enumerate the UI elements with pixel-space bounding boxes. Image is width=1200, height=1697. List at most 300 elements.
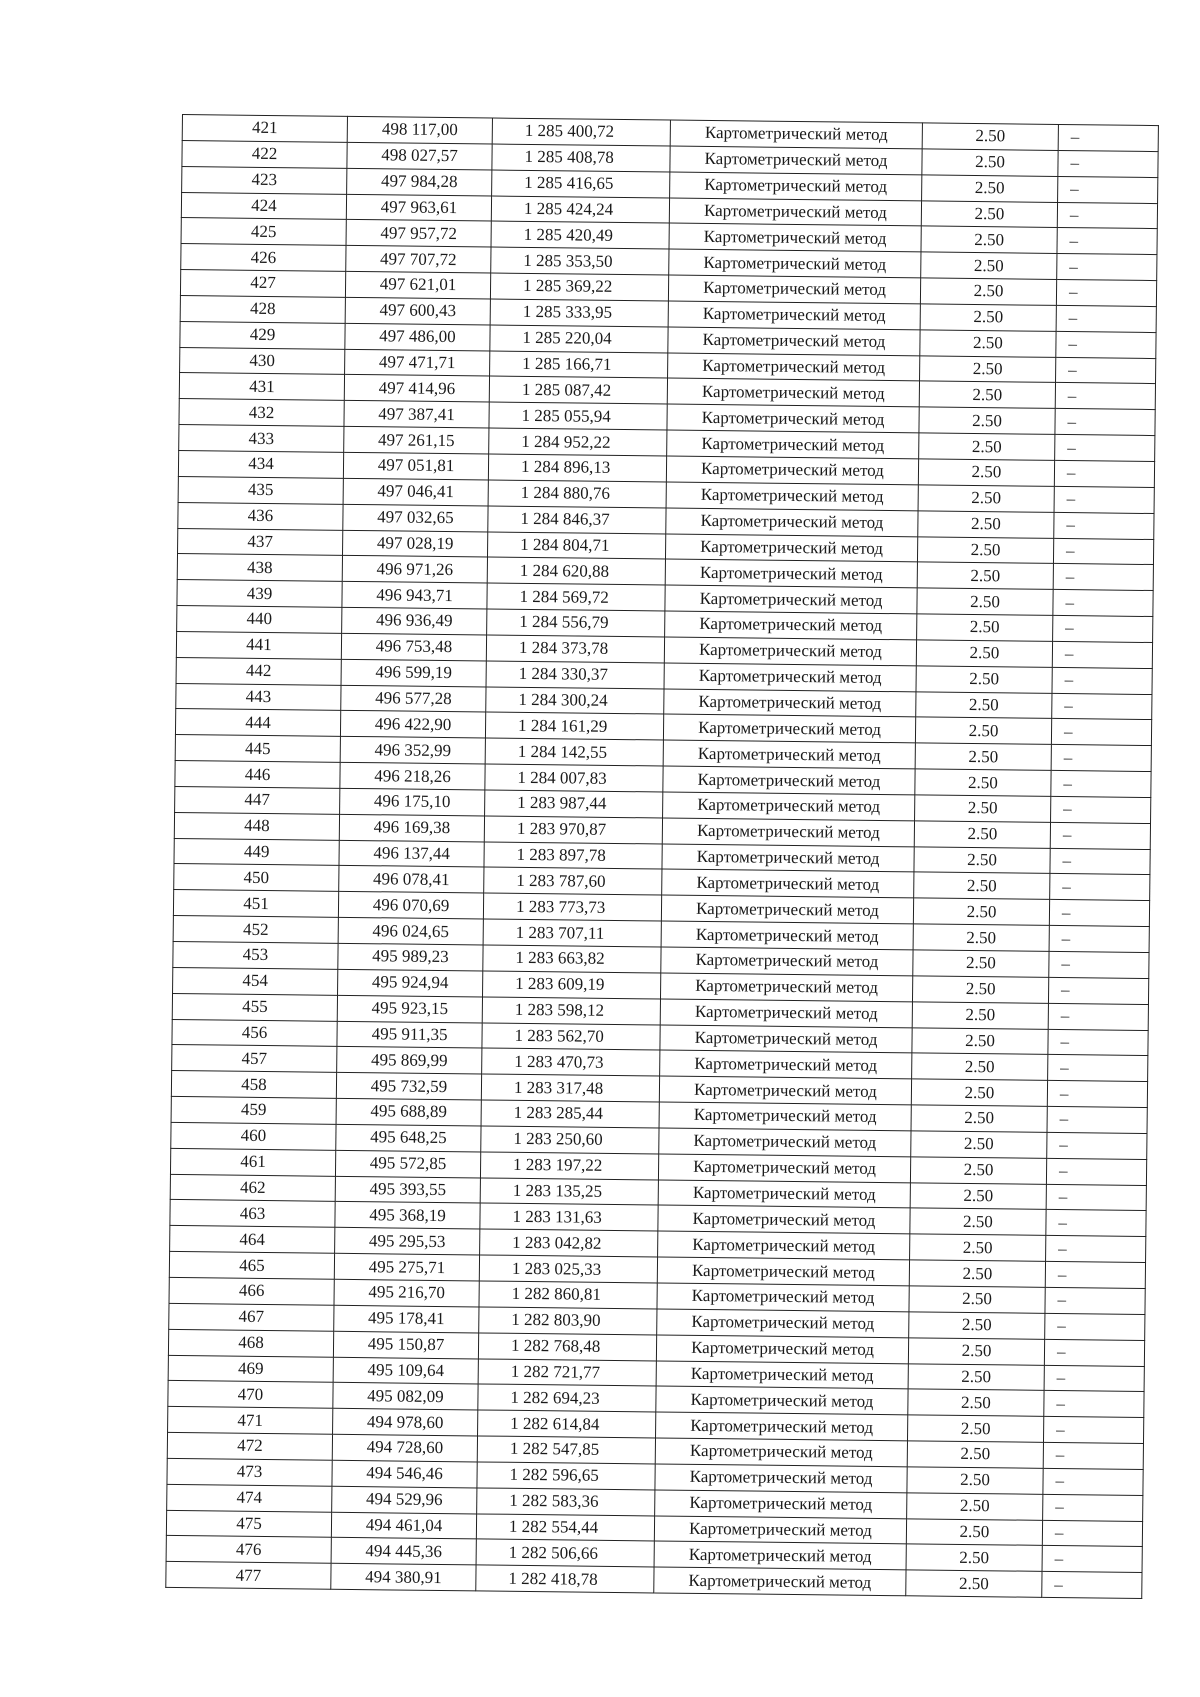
y-coordinate-cell: 1 285 424,24 <box>491 196 669 224</box>
note-cell: – <box>1048 1029 1148 1056</box>
error-cell: 2.50 <box>916 640 1052 667</box>
error-cell: 2.50 <box>908 1389 1044 1416</box>
method-cell: Картометрический метод <box>661 921 913 950</box>
x-coordinate-cell: 497 032,65 <box>343 504 488 531</box>
table-body <box>166 115 1159 1599</box>
x-coordinate-cell: 497 387,41 <box>344 401 489 428</box>
error-cell: 2.50 <box>920 330 1056 357</box>
x-coordinate-cell: 495 572,85 <box>335 1150 480 1177</box>
point-number-cell: 430 <box>180 347 345 375</box>
x-coordinate-cell: 496 352,99 <box>340 737 485 764</box>
method-cell: Картометрический метод <box>665 559 917 588</box>
error-cell: 2.50 <box>910 1182 1046 1209</box>
method-cell: Картометрический метод <box>660 999 912 1028</box>
x-coordinate-cell: 497 984,28 <box>347 168 492 195</box>
method-cell: Картометрический метод <box>670 172 922 201</box>
method-cell: Картометрический метод <box>663 714 915 743</box>
y-coordinate-cell: 1 283 663,82 <box>483 945 661 973</box>
y-coordinate-cell: 1 283 285,44 <box>481 1100 659 1128</box>
error-cell: 2.50 <box>910 1208 1046 1235</box>
point-number-cell: 466 <box>169 1277 334 1305</box>
point-number-cell: 440 <box>177 606 342 634</box>
point-number-cell: 423 <box>182 166 347 194</box>
note-cell: – <box>1057 228 1157 255</box>
error-cell: 2.50 <box>920 355 1056 382</box>
error-cell: 2.50 <box>920 278 1056 305</box>
y-coordinate-cell: 1 285 408,78 <box>492 144 670 172</box>
method-cell: Картометрический метод <box>660 1025 912 1054</box>
method-cell: Картометрический метод <box>665 611 917 640</box>
method-cell: Картометрический метод <box>662 844 914 873</box>
point-number-cell: 464 <box>170 1226 335 1254</box>
error-cell: 2.50 <box>907 1493 1043 1520</box>
note-cell: – <box>1055 409 1155 436</box>
x-coordinate-cell: 497 471,71 <box>345 349 490 376</box>
y-coordinate-cell: 1 284 846,37 <box>488 506 666 534</box>
note-cell: – <box>1054 486 1154 513</box>
method-cell: Картометрический метод <box>661 947 913 976</box>
method-cell: Картометрический метод <box>669 249 921 278</box>
note-cell: – <box>1042 1520 1142 1547</box>
method-cell: Картометрический метод <box>662 869 914 898</box>
note-cell: – <box>1056 331 1156 358</box>
point-number-cell: 455 <box>172 993 337 1021</box>
x-coordinate-cell: 495 924,94 <box>338 969 483 996</box>
note-cell: – <box>1050 848 1150 875</box>
method-cell: Картометрический метод <box>659 1102 911 1131</box>
note-cell: – <box>1053 564 1153 591</box>
x-coordinate-cell: 498 117,00 <box>347 116 492 143</box>
y-coordinate-cell: 1 282 547,85 <box>477 1436 655 1464</box>
x-coordinate-cell: 494 529,96 <box>332 1486 477 1513</box>
x-coordinate-cell: 496 169,38 <box>339 814 484 841</box>
method-cell: Картометрический метод <box>661 895 913 924</box>
x-coordinate-cell: 495 216,70 <box>334 1279 479 1306</box>
note-cell: – <box>1044 1339 1144 1366</box>
x-coordinate-cell: 496 070,69 <box>338 892 483 919</box>
method-cell: Картометрический метод <box>654 1567 906 1596</box>
x-coordinate-cell: 495 150,87 <box>333 1331 478 1358</box>
x-coordinate-cell: 496 943,71 <box>342 582 487 609</box>
note-cell: – <box>1052 641 1152 668</box>
x-coordinate-cell: 495 989,23 <box>338 943 483 970</box>
error-cell: 2.50 <box>911 1105 1047 1132</box>
note-cell: – <box>1058 150 1158 177</box>
x-coordinate-cell: 494 380,91 <box>331 1564 476 1591</box>
x-coordinate-cell: 495 869,99 <box>337 1047 482 1074</box>
error-cell: 2.50 <box>909 1286 1045 1313</box>
error-cell: 2.50 <box>913 950 1049 977</box>
method-cell: Картометрический метод <box>663 766 915 795</box>
x-coordinate-cell: 497 046,41 <box>343 478 488 505</box>
method-cell: Картометрический метод <box>669 198 921 227</box>
point-number-cell: 473 <box>167 1458 332 1486</box>
method-cell: Картометрический метод <box>655 1438 907 1467</box>
x-coordinate-cell: 496 218,26 <box>340 762 485 789</box>
y-coordinate-cell: 1 282 506,66 <box>476 1539 654 1567</box>
point-number-cell: 426 <box>181 244 346 272</box>
method-cell: Картометрический метод <box>656 1335 908 1364</box>
error-cell: 2.50 <box>918 511 1054 538</box>
note-cell: – <box>1046 1236 1146 1263</box>
y-coordinate-cell: 1 284 569,72 <box>487 583 665 611</box>
method-cell: Картометрический метод <box>666 456 918 485</box>
x-coordinate-cell: 495 275,71 <box>334 1253 479 1280</box>
x-coordinate-cell: 495 911,35 <box>337 1021 482 1048</box>
note-cell: – <box>1053 538 1153 565</box>
note-cell: – <box>1046 1184 1146 1211</box>
error-cell: 2.50 <box>914 846 1050 873</box>
x-coordinate-cell: 495 648,25 <box>336 1124 481 1151</box>
error-cell: 2.50 <box>915 743 1051 770</box>
y-coordinate-cell: 1 285 416,65 <box>492 170 670 198</box>
error-cell: 2.50 <box>915 717 1051 744</box>
x-coordinate-cell: 494 978,60 <box>333 1408 478 1435</box>
error-cell: 2.50 <box>915 795 1051 822</box>
y-coordinate-cell: 1 283 562,70 <box>482 1022 660 1050</box>
y-coordinate-cell: 1 282 860,81 <box>479 1281 657 1309</box>
error-cell: 2.50 <box>906 1570 1042 1597</box>
x-coordinate-cell: 497 051,81 <box>343 452 488 479</box>
x-coordinate-cell: 497 621,01 <box>345 271 490 298</box>
y-coordinate-cell: 1 283 317,48 <box>481 1074 659 1102</box>
method-cell: Картометрический метод <box>665 585 917 614</box>
x-coordinate-cell: 496 078,41 <box>339 866 484 893</box>
x-coordinate-cell: 494 461,04 <box>331 1512 476 1539</box>
note-cell: – <box>1051 745 1151 772</box>
note-cell: – <box>1056 305 1156 332</box>
y-coordinate-cell: 1 285 087,42 <box>489 376 667 404</box>
x-coordinate-cell: 496 936,49 <box>342 607 487 634</box>
error-cell: 2.50 <box>912 1027 1048 1054</box>
note-cell: – <box>1053 590 1153 617</box>
method-cell: Картометрический метод <box>666 482 918 511</box>
method-cell: Картометрический метод <box>658 1205 910 1234</box>
x-coordinate-cell: 495 178,41 <box>334 1305 479 1332</box>
note-cell: – <box>1047 1081 1147 1108</box>
error-cell: 2.50 <box>909 1312 1045 1339</box>
error-cell: 2.50 <box>919 407 1055 434</box>
point-number-cell: 425 <box>181 218 346 246</box>
point-number-cell: 439 <box>177 580 342 608</box>
point-number-cell: 424 <box>181 192 346 220</box>
error-cell: 2.50 <box>914 872 1050 899</box>
method-cell: Картометрический метод <box>656 1386 908 1415</box>
point-number-cell: 428 <box>180 295 345 323</box>
coordinates-table <box>165 114 1159 1599</box>
method-cell: Картометрический метод <box>662 818 914 847</box>
y-coordinate-cell: 1 283 470,73 <box>482 1048 660 1076</box>
note-cell: – <box>1055 435 1155 462</box>
point-number-cell: 453 <box>173 941 338 969</box>
point-number-cell: 421 <box>182 115 347 143</box>
point-number-cell: 433 <box>179 425 344 453</box>
error-cell: 2.50 <box>919 381 1055 408</box>
y-coordinate-cell: 1 283 787,60 <box>484 867 662 895</box>
x-coordinate-cell: 497 414,96 <box>344 375 489 402</box>
error-cell: 2.50 <box>906 1518 1042 1545</box>
note-cell: – <box>1045 1287 1145 1314</box>
error-cell: 2.50 <box>910 1157 1046 1184</box>
y-coordinate-cell: 1 285 420,49 <box>491 221 669 249</box>
note-cell: – <box>1051 796 1151 823</box>
y-coordinate-cell: 1 282 694,23 <box>478 1384 656 1412</box>
note-cell: – <box>1057 254 1157 281</box>
method-cell: Картометрический метод <box>667 404 919 433</box>
method-cell: Картометрический метод <box>668 275 920 304</box>
x-coordinate-cell: 496 753,48 <box>341 633 486 660</box>
note-cell: – <box>1042 1546 1142 1573</box>
point-number-cell: 435 <box>178 476 343 504</box>
note-cell: – <box>1048 1003 1148 1030</box>
method-cell: Картометрический метод <box>655 1490 907 1519</box>
note-cell: – <box>1058 176 1158 203</box>
x-coordinate-cell: 498 027,57 <box>347 142 492 169</box>
y-coordinate-cell: 1 284 300,24 <box>486 687 664 715</box>
note-cell: – <box>1051 719 1151 746</box>
note-cell: – <box>1048 977 1148 1004</box>
point-number-cell: 432 <box>179 399 344 427</box>
point-number-cell: 467 <box>169 1303 334 1331</box>
y-coordinate-cell: 1 285 353,50 <box>491 247 669 275</box>
method-cell: Картометрический метод <box>666 508 918 537</box>
x-coordinate-cell: 496 422,90 <box>340 711 485 738</box>
x-coordinate-cell: 495 295,53 <box>335 1228 480 1255</box>
method-cell: Картометрический метод <box>657 1309 909 1338</box>
y-coordinate-cell: 1 283 970,87 <box>484 816 662 844</box>
note-cell: – <box>1045 1261 1145 1288</box>
point-number-cell: 461 <box>170 1148 335 1176</box>
note-cell: – <box>1049 900 1149 927</box>
point-number-cell: 476 <box>166 1536 331 1564</box>
x-coordinate-cell: 497 261,15 <box>344 426 489 453</box>
method-cell: Картометрический метод <box>663 740 915 769</box>
y-coordinate-cell: 1 283 042,82 <box>480 1229 658 1257</box>
method-cell: Картометрический метод <box>654 1541 906 1570</box>
point-number-cell: 471 <box>168 1407 333 1435</box>
method-cell: Картометрический метод <box>658 1180 910 1209</box>
y-coordinate-cell: 1 282 596,65 <box>477 1462 655 1490</box>
point-number-cell: 469 <box>168 1355 333 1383</box>
method-cell: Картометрический метод <box>668 301 920 330</box>
error-cell: 2.50 <box>917 614 1053 641</box>
note-cell: – <box>1042 1572 1142 1599</box>
error-cell: 2.50 <box>911 1131 1047 1158</box>
note-cell: – <box>1056 357 1156 384</box>
note-cell: – <box>1043 1468 1143 1495</box>
x-coordinate-cell: 496 599,19 <box>341 659 486 686</box>
y-coordinate-cell: 1 282 768,48 <box>478 1333 656 1361</box>
point-number-cell: 459 <box>171 1097 336 1125</box>
point-number-cell: 472 <box>167 1432 332 1460</box>
y-coordinate-cell: 1 283 197,22 <box>480 1152 658 1180</box>
y-coordinate-cell: 1 284 007,83 <box>485 764 663 792</box>
method-cell: Картометрический метод <box>667 430 919 459</box>
method-cell: Картометрический метод <box>658 1154 910 1183</box>
error-cell: 2.50 <box>910 1234 1046 1261</box>
point-number-cell: 422 <box>182 140 347 168</box>
y-coordinate-cell: 1 285 166,71 <box>490 351 668 379</box>
error-cell: 2.50 <box>919 433 1055 460</box>
note-cell: – <box>1047 1132 1147 1159</box>
y-coordinate-cell: 1 284 142,55 <box>485 738 663 766</box>
note-cell: – <box>1050 822 1150 849</box>
y-coordinate-cell: 1 285 333,95 <box>490 299 668 327</box>
note-cell: – <box>1048 1055 1148 1082</box>
y-coordinate-cell: 1 284 880,76 <box>488 480 666 508</box>
error-cell: 2.50 <box>922 175 1058 202</box>
point-number-cell: 442 <box>176 657 341 685</box>
point-number-cell: 429 <box>180 321 345 349</box>
error-cell: 2.50 <box>912 976 1048 1003</box>
point-number-cell: 458 <box>171 1071 336 1099</box>
x-coordinate-cell: 496 971,26 <box>342 556 487 583</box>
y-coordinate-cell: 1 282 418,78 <box>476 1565 654 1593</box>
note-cell: – <box>1058 124 1158 151</box>
note-cell: – <box>1052 693 1152 720</box>
point-number-cell: 463 <box>170 1200 335 1228</box>
error-cell: 2.50 <box>908 1337 1044 1364</box>
point-number-cell: 448 <box>174 812 339 840</box>
method-cell: Картометрический метод <box>655 1464 907 1493</box>
y-coordinate-cell: 1 284 804,71 <box>487 531 665 559</box>
error-cell: 2.50 <box>913 924 1049 951</box>
method-cell: Картометрический метод <box>656 1412 908 1441</box>
point-number-cell: 445 <box>175 735 340 763</box>
note-cell: – <box>1057 202 1157 229</box>
note-cell: – <box>1047 1106 1147 1133</box>
error-cell: 2.50 <box>914 821 1050 848</box>
y-coordinate-cell: 1 284 161,29 <box>485 712 663 740</box>
x-coordinate-cell: 497 028,19 <box>342 530 487 557</box>
x-coordinate-cell: 494 546,46 <box>332 1460 477 1487</box>
method-cell: Картометрический метод <box>659 1128 911 1157</box>
y-coordinate-cell: 1 283 025,33 <box>479 1255 657 1283</box>
method-cell: Картометрический метод <box>659 1076 911 1105</box>
x-coordinate-cell: 494 445,36 <box>331 1538 476 1565</box>
method-cell: Картометрический метод <box>670 120 922 149</box>
x-coordinate-cell: 494 728,60 <box>332 1434 477 1461</box>
method-cell: Картометрический метод <box>669 223 921 252</box>
point-number-cell: 452 <box>173 916 338 944</box>
y-coordinate-cell: 1 285 055,94 <box>489 402 667 430</box>
error-cell: 2.50 <box>917 588 1053 615</box>
y-coordinate-cell: 1 282 803,90 <box>479 1307 657 1335</box>
note-cell: – <box>1053 615 1153 642</box>
x-coordinate-cell: 497 963,61 <box>346 194 491 221</box>
point-number-cell: 427 <box>180 270 345 298</box>
y-coordinate-cell: 1 283 897,78 <box>484 842 662 870</box>
error-cell: 2.50 <box>907 1467 1043 1494</box>
error-cell: 2.50 <box>916 666 1052 693</box>
point-number-cell: 477 <box>166 1562 331 1590</box>
point-number-cell: 462 <box>170 1174 335 1202</box>
error-cell: 2.50 <box>908 1363 1044 1390</box>
point-number-cell: 431 <box>179 373 344 401</box>
method-cell: Картометрический метод <box>663 792 915 821</box>
x-coordinate-cell: 495 732,59 <box>336 1073 481 1100</box>
note-cell: – <box>1054 460 1154 487</box>
method-cell: Картометрический метод <box>660 1050 912 1079</box>
y-coordinate-cell: 1 284 620,88 <box>487 557 665 585</box>
x-coordinate-cell: 495 688,89 <box>336 1098 481 1125</box>
point-number-cell: 446 <box>175 761 340 789</box>
y-coordinate-cell: 1 282 583,36 <box>477 1488 655 1516</box>
y-coordinate-cell: 1 284 896,13 <box>488 454 666 482</box>
x-coordinate-cell: 495 109,64 <box>333 1357 478 1384</box>
x-coordinate-cell: 496 137,44 <box>339 840 484 867</box>
y-coordinate-cell: 1 282 554,44 <box>476 1513 654 1541</box>
error-cell: 2.50 <box>911 1079 1047 1106</box>
method-cell: Картометрический метод <box>658 1231 910 1260</box>
note-cell: – <box>1043 1417 1143 1444</box>
x-coordinate-cell: 497 486,00 <box>345 323 490 350</box>
method-cell: Картометрический метод <box>657 1257 909 1286</box>
point-number-cell: 451 <box>173 890 338 918</box>
x-coordinate-cell: 496 175,10 <box>340 788 485 815</box>
point-number-cell: 465 <box>169 1252 334 1280</box>
y-coordinate-cell: 1 283 987,44 <box>485 790 663 818</box>
point-number-cell: 457 <box>172 1045 337 1073</box>
error-cell: 2.50 <box>909 1260 1045 1287</box>
method-cell: Картометрический метод <box>668 327 920 356</box>
error-cell: 2.50 <box>922 123 1058 150</box>
x-coordinate-cell: 497 957,72 <box>346 220 491 247</box>
error-cell: 2.50 <box>921 226 1057 253</box>
y-coordinate-cell: 1 283 598,12 <box>482 997 660 1025</box>
error-cell: 2.50 <box>920 304 1056 331</box>
point-number-cell: 436 <box>178 502 343 530</box>
note-cell: – <box>1044 1391 1144 1418</box>
point-number-cell: 460 <box>171 1122 336 1150</box>
point-number-cell: 450 <box>174 864 339 892</box>
error-cell: 2.50 <box>907 1441 1043 1468</box>
error-cell: 2.50 <box>913 898 1049 925</box>
error-cell: 2.50 <box>922 149 1058 176</box>
method-cell: Картометрический метод <box>654 1516 906 1545</box>
y-coordinate-cell: 1 283 773,73 <box>483 893 661 921</box>
point-number-cell: 470 <box>168 1381 333 1409</box>
error-cell: 2.50 <box>918 485 1054 512</box>
error-cell: 2.50 <box>912 1053 1048 1080</box>
point-number-cell: 441 <box>176 631 341 659</box>
note-cell: – <box>1051 770 1151 797</box>
note-cell: – <box>1052 667 1152 694</box>
error-cell: 2.50 <box>907 1415 1043 1442</box>
y-coordinate-cell: 1 282 614,84 <box>478 1410 656 1438</box>
method-cell: Картометрический метод <box>664 663 916 692</box>
method-cell: Картометрический метод <box>664 637 916 666</box>
y-coordinate-cell: 1 285 220,04 <box>490 325 668 353</box>
error-cell: 2.50 <box>921 252 1057 279</box>
x-coordinate-cell: 495 368,19 <box>335 1202 480 1229</box>
point-number-cell: 443 <box>176 683 341 711</box>
method-cell: Картометрический метод <box>665 534 917 563</box>
method-cell: Картометрический метод <box>670 146 922 175</box>
note-cell: – <box>1046 1158 1146 1185</box>
error-cell: 2.50 <box>918 459 1054 486</box>
note-cell: – <box>1049 926 1149 953</box>
method-cell: Картометрический метод <box>657 1283 909 1312</box>
point-number-cell: 437 <box>178 528 343 556</box>
point-number-cell: 438 <box>177 554 342 582</box>
note-cell: – <box>1054 512 1154 539</box>
x-coordinate-cell: 495 923,15 <box>337 995 482 1022</box>
method-cell: Картометрический метод <box>668 353 920 382</box>
x-coordinate-cell: 497 600,43 <box>345 297 490 324</box>
y-coordinate-cell: 1 284 952,22 <box>489 428 667 456</box>
y-coordinate-cell: 1 283 131,63 <box>480 1203 658 1231</box>
